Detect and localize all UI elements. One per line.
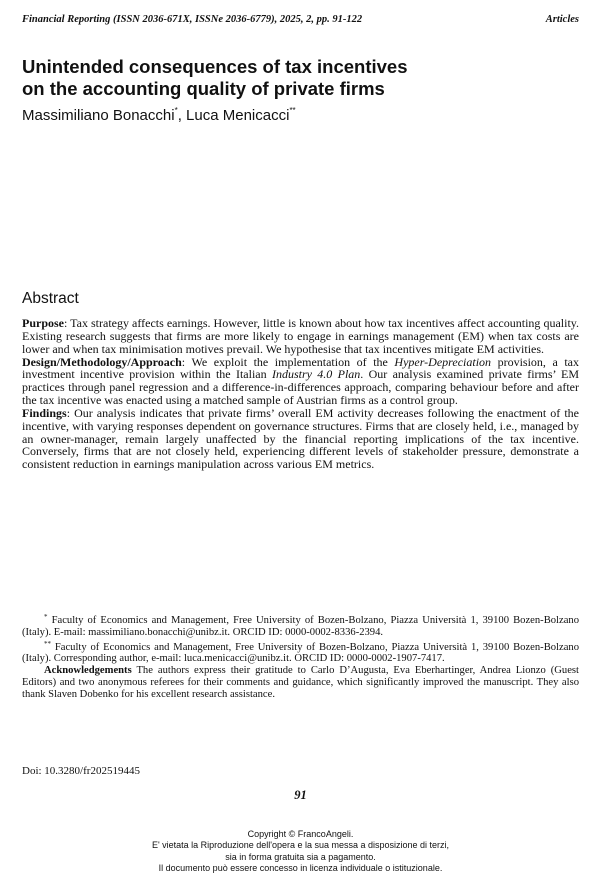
page-number: 91 <box>294 788 307 802</box>
copyright-line-4: Il documento può essere concesso in licenza individuale o istituzionale. <box>158 862 443 873</box>
design-italic-1: Hyper-Depreciation <box>394 354 492 369</box>
author-separator: , <box>177 107 187 124</box>
section-label: Articles <box>545 14 579 25</box>
copyright-line-1: Copyright © FrancoAngeli. <box>247 829 354 839</box>
footnote-1 <box>22 612 579 639</box>
author-2: Luca Menicacci <box>186 107 290 124</box>
abstract-findings <box>22 407 579 471</box>
footnote-2-mark: ** <box>44 639 51 648</box>
design-text-2: provision, a tax investment incentive provision within the Italian <box>22 354 579 382</box>
author-2-footnote-mark: ** <box>289 106 296 115</box>
findings-text: : Our analysis indicates that private firms’ overall EM activity decreases following the enactment of the incentive, with varying responses dependent on governance structures. Firms that are closely held, i.e., managed by an owner-manager, remain largely unaffected by the financial reporting implications of the tax incentive. Conversely, firms that are not closely held, experiencing different levels of stakeholder pressure, demonstrate a consistent reduction in earnings manipulation across various EM metrics. <box>22 405 579 472</box>
copyright-line-2: E' vietata la Riproduzione dell'opera e la sua messa a disposizione di terzi, <box>151 840 450 851</box>
footnote-2-text: Faculty of Economics and Management, Free University of Bozen-Bolzano, Piazza Università 1, 39100 Bozen-Bolzano (Italy). Corresponding author, e-mail: luca.menicacci@unibz.it. ORCID ID: 0000-0002-1907-7417. <box>22 641 579 665</box>
footnote-1-mark: * <box>44 613 48 621</box>
design-text-1: : We exploit the implementation of the <box>181 354 395 369</box>
design-text-3: . Our analysis examined private firms’ EM practices through panel regression and a difference-in-differences approach, comparing behaviour before and after the tax incentive was enacted using a matched sample of Austrian firms as a control group. <box>22 367 579 408</box>
copyright-notice <box>22 829 579 874</box>
design-italic-2: Industry 4.0 Plan <box>271 367 361 382</box>
title-line-1: Unintended consequences of tax incentives <box>22 56 408 77</box>
article-title <box>22 56 579 100</box>
author-1: Massimiliano Bonacchi <box>22 107 175 124</box>
findings-label: Findings <box>22 405 67 420</box>
abstract-design <box>22 356 579 407</box>
footnotes <box>22 612 579 701</box>
journal-citation: Financial Reporting (ISSN 2036-671X, ISSNe 2036-6779), 2025, 2, pp. 91-122 <box>22 14 363 25</box>
running-header <box>22 14 579 25</box>
acknowledgements-label: Acknowledgements <box>44 665 132 677</box>
acknowledgements-text: The authors express their gratitude to Carlo D’Augusta, Eva Eberhartinger, Andrea Lionzo (Guest Editors) and two anonymous referees for their comments and guidance, which significantly improved the manuscript. They also thank Slaven Dobenko for his excellent research assistance. <box>22 665 579 700</box>
copyright-line-3: sia in forma gratuita sia a pagamento. <box>225 851 376 862</box>
design-label: Design/Methodology/Approach <box>22 354 182 369</box>
abstract-purpose <box>22 317 579 356</box>
abstract-body <box>22 317 579 471</box>
doi: Doi: 10.3280/fr202519445 <box>22 765 140 777</box>
abstract-heading: Abstract <box>22 290 79 307</box>
footnote-2 <box>22 639 579 666</box>
author-list <box>22 106 296 124</box>
title-line-2: on the accounting quality of private firms <box>22 78 385 99</box>
acknowledgements <box>22 665 579 700</box>
author-1-footnote-mark: * <box>174 106 178 115</box>
purpose-text: : Tax strategy affects earnings. However, little is known about how tax incentives affect accounting quality. Existing research suggests that firms are more likely to engage in earnings management (EM) when tax costs are lower and when tax minimisation motives prevail. We hypothesise that tax incentives mitigate EM activities. <box>22 316 579 356</box>
purpose-label: Purpose <box>22 316 64 330</box>
footnote-1-text: Faculty of Economics and Management, Free University of Bozen-Bolzano, Piazza Università 1, 39100 Bozen-Bolzano (Italy). E-mail: massimiliano.bonacchi@unibz.it. ORCID ID: 0000-0002-8336-2394. <box>22 615 579 638</box>
